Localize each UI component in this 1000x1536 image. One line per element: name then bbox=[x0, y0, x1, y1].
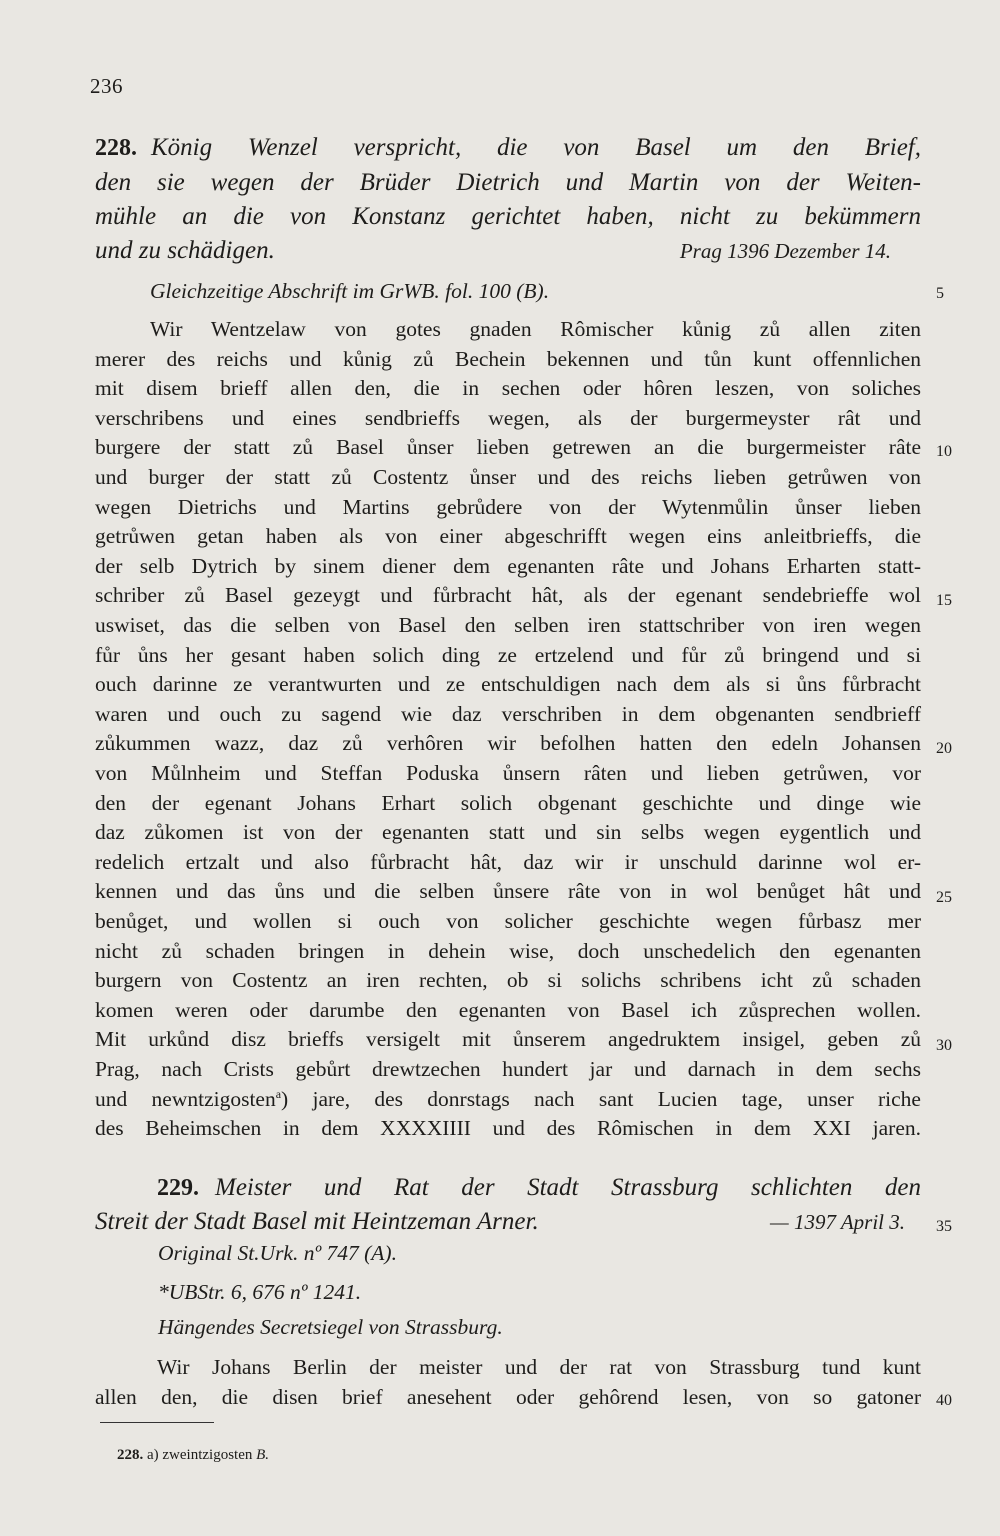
line-number: 20 bbox=[936, 740, 952, 757]
heading-text: Streit der Stadt Basel mit Heintzeman Arner. bbox=[95, 1208, 539, 1235]
body-228-line: ouch darinne ze verantwurten und ze entschuldigen nach dem als si ůns fůrbracht bbox=[95, 672, 921, 697]
footnote bbox=[117, 1447, 269, 1464]
body-228-line: getrůwen getan haben als von einer abgeschrifft wegen eins anleitbrieffs, die bbox=[95, 524, 921, 549]
footnote-number: 228. bbox=[117, 1447, 144, 1463]
body-229-line-2: allen den, die disen brief anesehent oder gehôrend lesen, von so gatoner bbox=[95, 1385, 921, 1409]
body-228-line: zůkummen wazz, daz zů verhôren wir befolhen hatten den edeln Johansen bbox=[95, 731, 921, 756]
body-text: ) jare, des donrstags nach sant Lucien tage, unser riche bbox=[281, 1086, 921, 1111]
heading-228-line-1 bbox=[95, 133, 921, 163]
heading-text: König Wenzel verspricht, die von Basel um den Brief, bbox=[151, 134, 921, 161]
heading-228-line-4 bbox=[95, 236, 921, 266]
body-228-line: den der egenant Johans Erhart solich obgenant geschichte und dinge wie bbox=[95, 790, 921, 815]
date-228: Prag 1396 Dezember 14. bbox=[679, 239, 891, 263]
heading-229-line-2 bbox=[95, 1207, 921, 1237]
body-228-line: des Beheimschen in dem XXXXIIII und des Rômischen in dem XXI jaren. bbox=[95, 1116, 921, 1141]
body-228-line: burgern von Costentz an iren rechten, ob si solichs schribens icht zů schaden bbox=[95, 968, 921, 993]
line-number: 40 bbox=[936, 1392, 952, 1409]
line-number: 25 bbox=[936, 889, 952, 906]
body-228-line: mit disem brieff allen den, die in sechen oder hôren leszen, von soliches bbox=[95, 376, 921, 401]
line-number: 35 bbox=[936, 1218, 952, 1235]
source-229-1: Original St.Urk. nº 747 (A). bbox=[158, 1241, 397, 1265]
source-229-3: Hängendes Secretsiegel von Strassburg. bbox=[158, 1315, 503, 1339]
body-228-line: Prag, nach Crists gebůrt drewtzechen hundert jar und darnach in dem sechs bbox=[95, 1057, 921, 1081]
body-228-line: merer des reichs und kůnig zů Bechein bekennen und tůn kunt offennlichen bbox=[95, 346, 921, 371]
body-228-line: verschribens und eines sendbrieffs wegen, als der burgermeyster rât und bbox=[95, 405, 921, 430]
body-228-line: waren und ouch zu sagend wie daz verschriben in dem obgenanten sendbrieff bbox=[95, 701, 921, 726]
footnote-source: B. bbox=[256, 1447, 270, 1463]
body-228-line: kennen und das ůns und die selben ůnsere râte von in wol benůget hât und bbox=[95, 879, 921, 904]
line-number: 15 bbox=[936, 592, 952, 609]
body-228-line: und burger der statt zů Costentz ůnser und des reichs lieben getrůwen von bbox=[95, 465, 921, 489]
footnote-divider bbox=[100, 1422, 214, 1423]
page-number: 236 bbox=[90, 74, 123, 98]
line-number: 30 bbox=[936, 1037, 952, 1054]
body-228-line: fůr ůns her gesant haben solich ding ze ertzelend und fůr zů bringend und si bbox=[95, 642, 921, 667]
heading-text: Meister und Rat der Stadt Strassburg schlichten den bbox=[215, 1174, 921, 1201]
body-228-line: uswiset, das die selben von Basel den selben iren stattschriber von iren wegen bbox=[95, 613, 921, 637]
body-228-line: daz zůkomen ist von der egenanten statt und sin selbs wegen eygentlich und bbox=[95, 820, 921, 845]
source-228: Gleichzeitige Abschrift im GrWB. fol. 100 (B). bbox=[150, 279, 550, 303]
body-228-line: redelich ertzalt und also fůrbracht hât, daz wir ir unschuld darinne wol er- bbox=[95, 849, 921, 874]
doc-number-228: 228. bbox=[95, 135, 137, 161]
body-228-line: schriber zů Basel gezeygt und fůrbracht hât, als der egenant sendebrieffe wol bbox=[95, 583, 921, 608]
body-text: und newntzigosten bbox=[95, 1086, 276, 1111]
body-228-line: komen weren oder darumbe den egenanten von Basel ich zůsprechen wollen. bbox=[95, 997, 921, 1022]
heading-text: und zu schädigen. bbox=[95, 237, 275, 264]
heading-228-line-2: den sie wegen der Brüder Dietrich und Martin von der Weiten- bbox=[95, 169, 921, 196]
body-228-line: nicht zů schaden bringen in dehein wise, doch unschedelich den egenanten bbox=[95, 938, 921, 963]
doc-number-229: 229. bbox=[157, 1175, 199, 1201]
body-228-line: Mit urkůnd disz brieffs versigelt mit ůnserem angedruktem insigel, geben zů bbox=[95, 1027, 921, 1052]
body-228-line: wegen Dietrichs und Martins gebrůdere von der Wytenmůlin ůnser lieben bbox=[95, 494, 921, 519]
body-228-line bbox=[95, 1084, 921, 1114]
footnote-marker: a bbox=[275, 1086, 282, 1101]
footnote-text: a) zweintzigosten bbox=[147, 1447, 253, 1463]
body-228-line: von Můlnheim und Steffan Poduska ůnsern râten und lieben getrůwen, vor bbox=[95, 761, 921, 785]
heading-229-line-1 bbox=[95, 1173, 921, 1203]
body-228-line: der selb Dytrich by sinem diener dem egenanten râte und Johans Erharten statt- bbox=[95, 553, 921, 578]
body-228-line: burgere der statt zů Basel ůnser lieben getrewen an die burgermeister râte bbox=[95, 435, 921, 460]
source-229-2: *UBStr. 6, 676 nº 1241. bbox=[158, 1280, 362, 1304]
line-number: 10 bbox=[936, 443, 952, 460]
date-229: — 1397 April 3. bbox=[770, 1210, 905, 1234]
body-229-line-1: Wir Johans Berlin der meister und der rat von Strassburg tund kunt bbox=[157, 1355, 921, 1379]
line-number: 5 bbox=[936, 285, 944, 302]
heading-228-line-3: mühle an die von Konstanz gerichtet haben, nicht zu bekümmern bbox=[95, 203, 921, 230]
body-228-line: Wir Wentzelaw von gotes gnaden Rômischer kůnig zů allen ziten bbox=[150, 317, 921, 341]
body-228-line: benůget, und wollen si ouch von solicher geschichte wegen fůrbasz mer bbox=[95, 909, 921, 933]
